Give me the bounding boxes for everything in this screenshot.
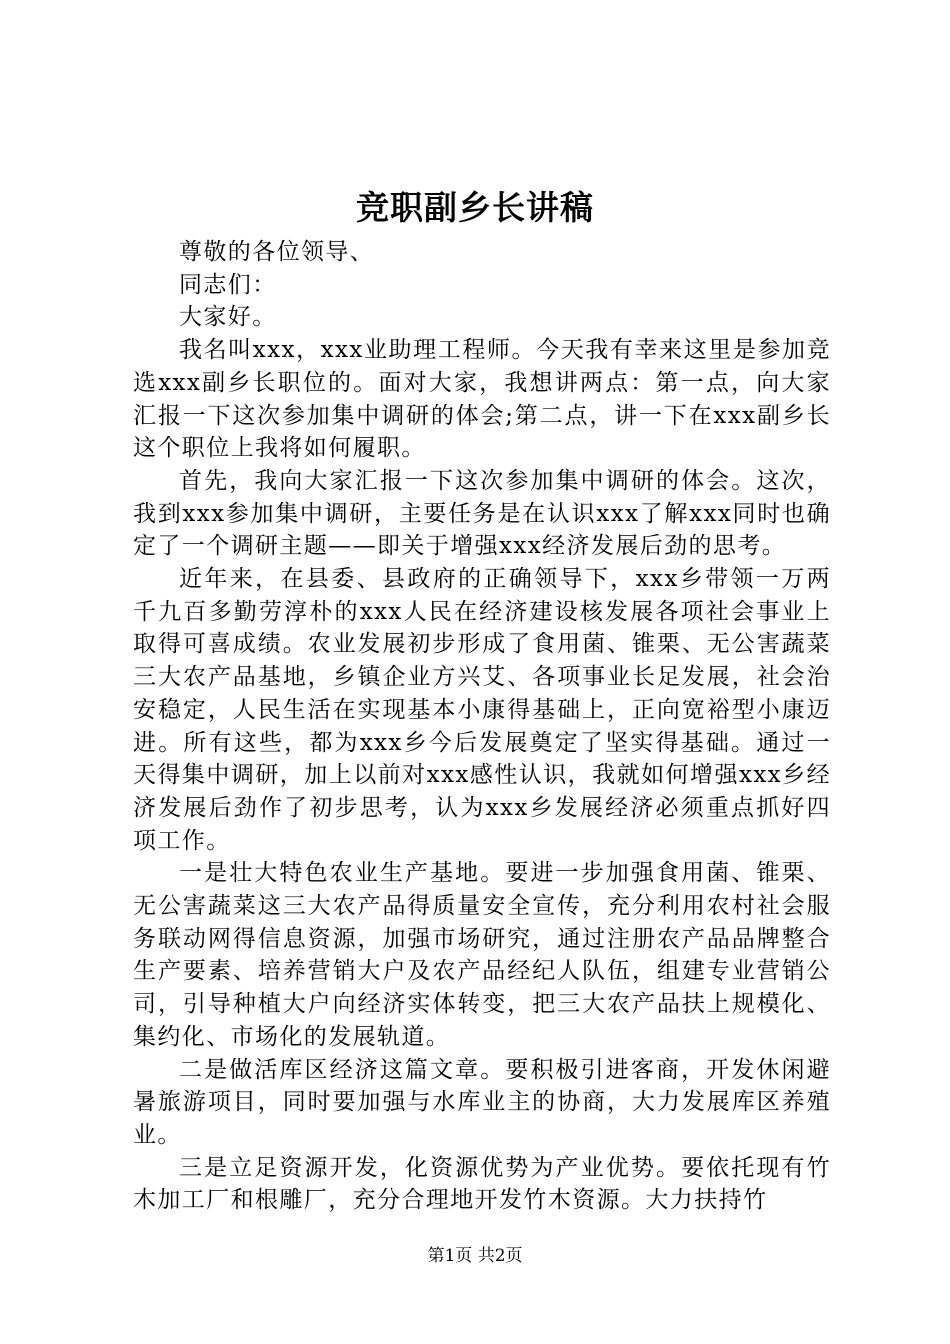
paragraph-point-two: 二是做活库区经济这篇文章。要积极引进客商，开发休闲避暑旅游项目，同时要加强与水库业主的协商，大力发展库区养殖业。 (133, 1056, 831, 1148)
salutation-line-1: 尊敬的各位领导、 (179, 239, 375, 265)
page-number-footer: 第1页 共2页 (427, 1246, 523, 1266)
salutation-line-2: 同志们： (179, 271, 277, 298)
paragraph-recent-years: 近年来，在县委、县政府的正确领导下，xxx乡带领一万两千九百多勤劳淳朴的xxx人民在经济建设核发展各项社会事业上取得可喜成绩。农业发展初步形成了食用菌、锥栗、无公害蔬菜三大农产品基地，乡镇企业方兴艾、各项事业长足发展，社会治安稳定，人民生活在实现基本小康得基础上，正向宽裕型小康迈进。所有这些，都为xxx乡今后发展奠定了坚实得基础。通过一天得集中调研，加上以前对xxx感性认识，我就如何增强xxx乡经济发展后劲作了初步思考，认为xxx乡发展经济必须重点抓好四项工作。 (133, 566, 831, 854)
document-body (133, 236, 831, 1217)
paragraph-point-one: 一是壮大特色农业生产基地。要进一步加强食用菌、锥栗、无公害蔬菜这三大农产品得质量安全宣传，充分利用农村社会服务联动网得信息资源，加强市场研究，通过注册农产品品牌整合生产要素、培养营销大户及农产品经纪人队伍，组建专业营销公司，引导种植大户向经济实体转变，把三大农产品扶上规模化、集约化、市场化的发展轨道。 (133, 860, 831, 1050)
paragraph-point-three: 三是立足资源开发，化资源优势为产业优势。要依托现有竹木加工厂和根雕厂，充分合理地开发竹木资源。大力扶持竹 (133, 1154, 831, 1214)
document-title: 竞职副乡长讲稿 (356, 188, 594, 227)
paragraph-research-report: 首先，我向大家汇报一下这次参加集中调研的体会。这次，我到xxx参加集中调研，主要任务是在认识xxx了解xxx同时也确定了一个调研主题——即关于增强xxx经济发展后劲的思考。 (133, 467, 831, 560)
greeting: 大家好。 (179, 304, 277, 331)
paragraph-introduction: 我名叫xxx，xxx业助理工程师。今天我有幸来这里是参加竞选xxx副乡长职位的。面对大家，我想讲两点：第一点，向大家汇报一下这次参加集中调研的体会;第二点，讲一下在xxx副乡长这个职位上我将如何履职。 (133, 337, 831, 462)
